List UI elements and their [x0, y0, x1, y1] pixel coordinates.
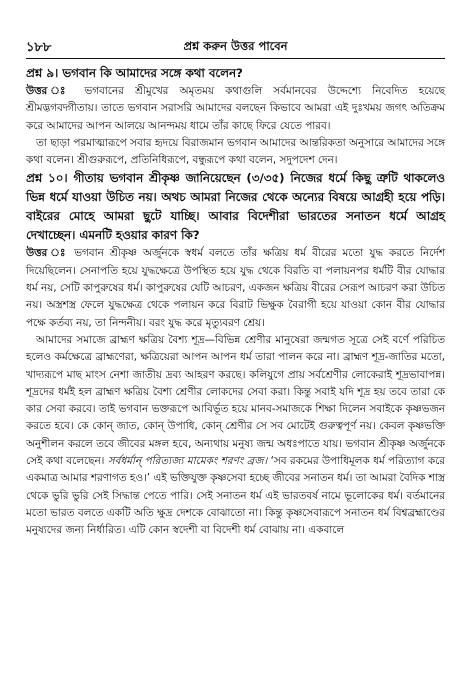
answer-10-text: ভগবান শ্রীকৃষ্ণ অর্জুনকে স্বধর্ম বলতে তাঁর ক্ষত্রিয় ধর্ম বীরের মতো যুদ্ধ করতে নির্দেশ দিয়েছিলেন। সেনাপতি হয়ে যুদ্ধক্ষেত্রে উপস্থিত হয়ে যুদ্ধ থেকে বিরতি বা পলায়নপর ধর্মটি বীর যোদ্ধার ধর্ম নয়, সেটি কাপুরুষের ধর্ম। কাপুরুষের যেটি আচরণ, একজন ক্ষত্রিয় বীরের সেরূপ আচরণ করা উচিত নয়। অস্ত্রশস্ত্র ফেলে যুদ্ধক্ষেত্র থেকে পলায়ন করে বিরাট ভিক্ষুক বৈরাগী হয়ে যাওয়া কোন বীর যোদ্ধার পক্ষে কর্তব্য নয়, তা নিন্দনীয়। বরং যুদ্ধ করে মৃত্যুবরণ শ্রেয়। [26, 247, 445, 329]
header-rule [26, 58, 445, 59]
answer-9 [26, 83, 445, 135]
page-header [26, 38, 445, 56]
answer-10 [26, 245, 445, 331]
running-title: প্রশ্ন করুন উত্তর পাবেন [183, 39, 288, 53]
answer-10-paragraph-2 [26, 332, 445, 540]
answer-label: উত্তর ঃ [26, 247, 69, 260]
question-10: প্রশ্ন ১০। গীতায় ভগবান শ্রীকৃষ্ণ জানিয়েছেন (৩/৩৫) নিজের ধর্মে কিছু ত্রুটি থাকলেও ভিন্ন ধর্মে যাওয়া উচিত নয়। অথচ আমরা নিজের থেকে অন্যের বিষয়ে আগ্রহী হয়ে পড়ি। বাইরের মোহে আমরা ছুটে যাচ্ছি। আবার বিদেশীরা ভারতের সনাতন ধর্মে আগ্রহ দেখাচ্ছেন। এমনটি হওয়ার কারণ কি? [26, 171, 445, 243]
page-number: ১৮৮ [26, 40, 52, 55]
answer-9-text: ভগবানের শ্রীমুখের অমৃতময় কথাগুলি সর্বমানবের উদ্দেশ্যে নিবেদিত হয়েছে শ্রীমদ্ভগবদ্গীতায়। তাতে ভগবান সরাসরি আমাদের বলছেন কিভাবে আমরা এই দুঃখময় জগৎ অতিক্রম করে আমাদের আপন আলয়ে আনন্দময় ধামে তাঁর কাছে ফিরে যেতে পারব। [26, 85, 445, 132]
paragraph-text-continued: ‘সব রকমের উপাধিমূলক ধর্ম পরিত্যাগ করে একমাত্র আমার শরণাগত হও।’ এই ভক্তিযুক্ত কৃষ্ণসেবা হচ্ছে জীবের সনাতন ধর্ম। তা আমরা বৈদিক শাস্ত্র থেকে ভুরি ভুরি সেই সিদ্ধান্ত পেতে পারি। সেই সনাতন ধর্ম এই ভারতবর্ষ নামে ভূলোকের ধর্ম। বর্তমানের মতো ভারত বলতে একটি অতি ক্ষুদ্র দেশকে বোঝাতো না। কিন্তু কৃষ্ণসেবারূপে সনাতন ধর্ম বিশ্বব্রহ্মাণ্ডের মনুষ্যদের জন্য নির্ধারিত। এটি কোন স্বদেশী বা বিদেশী ধর্ম বোঝায় না। একবালে [26, 455, 445, 537]
question-9: প্রশ্ন ৯। ভগবান কি আমাদের সঙ্গে কথা বলেন? [26, 66, 243, 80]
paragraph-text: আমাদের সমাজে ব্রাহ্মণ ক্ষত্রিয় বৈশ্য শূদ্র—বিভিন্ন শ্রেণীর মানুষেরা জন্মগত সূত্রে সেই বর্ণে পরিচিত হলেও কর্মক্ষেত্রে ব্রাহ্মণেরা, ক্ষত্রিয়েরা আপন আপন ধর্ম তারা পালন করে না। ব্রাহ্মণ শূদ্র-জাতির মতো, খাদ্যরূপে মাছ মাংস নেশা জাতীয় দ্রব্য আহরণ করছে। কলিযুগে প্রায় সর্বশ্রেণীর লোকেরাই শূদ্রভাবাপন্ন। শূদ্রদের ধর্মই হল ব্রাহ্মণ ক্ষত্রিয় বৈশ্য শ্রেণীর লোকদের সেবা করা। কিন্তু সবাই যদি শূদ্র হয় তবে তারা কে কার সেবা করবে। তাই ভগবান ভক্তরূপে আবির্ভূত হয়ে মানব-সমাজকে শিক্ষা দিলেন সবাইকে কৃষ্ণভজন করতে হবে। কে কোন্ জাত, কোন্ উপাধি, কোন্ শ্রেণীর সে সব মোটেই গুরুত্বপূর্ণ নয়। কেবল কৃষ্ণভক্তি অনুশীলন করলে তবে জীবের মঙ্গল হবে, অন্যথায় মনুষ্য জন্ম অধঃপাতে যায়। ভগবান শ্রীকৃষ্ণ অর্জুনকে সেই কথা বলেছেন। [26, 333, 445, 468]
answer-9-paragraph-2: তা ছাড়া পরমাত্মারূপে সবার হৃদয়ে বিরাজমান ভগবান আমাদের আন্তরিকতা অনুসারে আমাদের সঙ্গে কথা বলেন। শ্রীগুরুরূপে, প্রতিনিধিরূপে, বন্ধুরূপে কথা বলেন, সদুপদেশ দেন। [26, 136, 445, 167]
gita-quote: সর্বধর্মান্ পরিত্যজ্য মামেকং শরণং ব্রজ। [107, 455, 268, 468]
page-body [26, 64, 445, 540]
answer-label: উত্তর ঃ [26, 85, 74, 97]
